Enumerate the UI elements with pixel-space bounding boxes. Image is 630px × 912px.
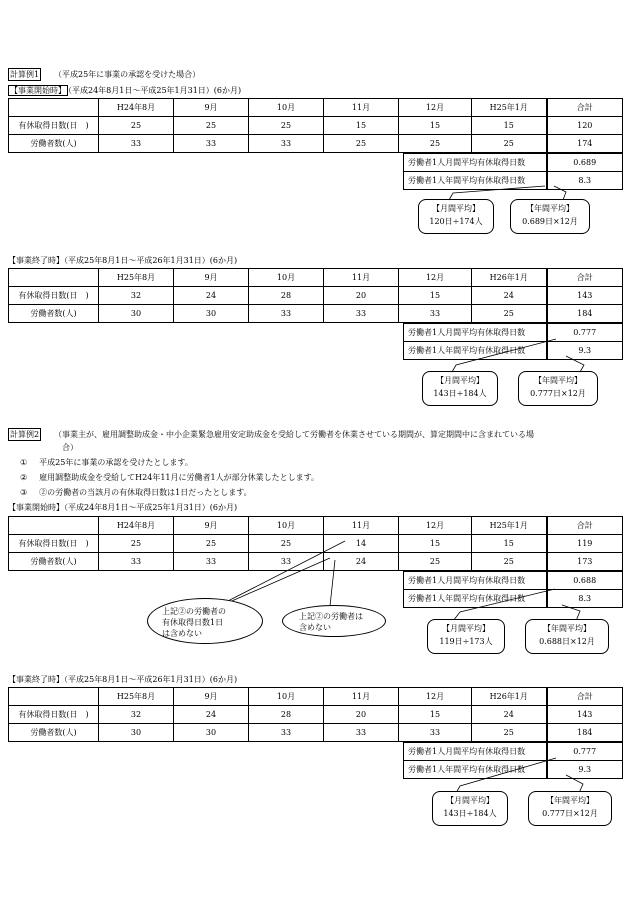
oval-line: 有休取得日数1日	[162, 618, 224, 627]
cell: 15	[324, 117, 399, 135]
cell: 24	[472, 287, 547, 305]
cell: 33	[249, 305, 324, 323]
callout-title: 【年間平均】	[543, 624, 591, 633]
header-cell: 10月	[249, 269, 324, 287]
callout-formula: 0.777日×12月	[530, 389, 586, 398]
header-cell: 11月	[324, 99, 399, 117]
cell: 33	[249, 724, 324, 742]
callout-formula: 120日÷174人	[429, 217, 483, 226]
cell: 30	[99, 724, 174, 742]
cell: 32	[99, 287, 174, 305]
annual-label: 労働者1人年間平均有休取得日数	[404, 761, 547, 779]
row-label: 労働者数(人)	[9, 724, 99, 742]
period: （平成25年8月1日～平成26年1月31日）(6か月)	[64, 256, 238, 265]
cell: 15	[472, 535, 547, 553]
total-cell: 173	[547, 553, 623, 571]
cell: 33	[249, 553, 324, 571]
header-cell: 10月	[249, 688, 324, 706]
monthly-label: 労働者1人月間平均有休取得日数	[404, 154, 547, 172]
cell: 24	[472, 706, 547, 724]
header-cell: H25年1月	[472, 517, 547, 535]
oval-line: 上記②の労働者は	[299, 612, 363, 621]
annual-label: 労働者1人年間平均有休取得日数	[404, 342, 547, 360]
ex2-end-monthly-callout	[432, 791, 508, 826]
example1-label: 計算例1	[10, 70, 40, 79]
table-row	[9, 724, 623, 742]
item-text: 平成25年に事業の承認を受けたとします。	[39, 458, 193, 467]
row-label: 労働者数(人)	[9, 305, 99, 323]
header-cell: 10月	[249, 517, 324, 535]
cell: 15	[472, 117, 547, 135]
example1-note: （平成25年に事業の承認を受けた場合）	[54, 70, 201, 79]
cell: 25	[174, 535, 249, 553]
header-cell: H24年8月	[99, 517, 174, 535]
row-label: 労働者数(人)	[9, 553, 99, 571]
header-cell: H26年1月	[472, 688, 547, 706]
oval-line: 上記②の労働者の	[162, 607, 226, 616]
total-cell: 120	[547, 117, 623, 135]
monthly-value: 0.689	[547, 154, 623, 172]
callout-title: 【月間平均】	[446, 796, 494, 805]
header-cell: 9月	[174, 269, 249, 287]
monthly-value: 0.688	[547, 572, 623, 590]
header-cell: 11月	[324, 269, 399, 287]
cell: 30	[99, 305, 174, 323]
annual-value: 8.3	[547, 172, 623, 190]
cell: 30	[174, 724, 249, 742]
total-cell: 184	[547, 305, 623, 323]
cell: 33	[99, 553, 174, 571]
cell: 25	[249, 117, 324, 135]
header-cell: H24年8月	[99, 99, 174, 117]
monthly-label: 労働者1人月間平均有休取得日数	[404, 743, 547, 761]
row-label: 有休取得日数(日 )	[9, 535, 99, 553]
header-cell: 12月	[399, 688, 472, 706]
cell: 28	[249, 706, 324, 724]
cell: 15	[399, 287, 472, 305]
total-cell: 143	[547, 706, 623, 724]
cell: 15	[399, 117, 472, 135]
header-cell: 9月	[174, 517, 249, 535]
cell: 15	[399, 535, 472, 553]
callout-formula: 0.688日×12月	[539, 637, 595, 646]
header-total-cell: 合計	[547, 688, 623, 706]
table-row	[9, 706, 623, 724]
item-text: ②の労働者の当該月の有休取得日数は1日だったとします。	[39, 488, 252, 497]
header-total-cell: 合計	[547, 99, 623, 117]
period: （平成24年8月1日～平成25年1月31日）(6か月)	[64, 503, 238, 512]
ex2-start-annual-callout	[525, 619, 609, 654]
cell: 28	[249, 287, 324, 305]
cell: 33	[399, 305, 472, 323]
cell: 25	[472, 135, 547, 153]
header-cell: H25年8月	[99, 269, 174, 287]
cell: 15	[399, 706, 472, 724]
cell: 24	[324, 553, 399, 571]
example2-note-line2: 合）	[62, 443, 78, 452]
cell: 20	[324, 287, 399, 305]
example2-note-line1: （事業主が、雇用調整助成金・中小企業緊急雇用安定助成金を受給して労働者を休業させている期間が、算定期間中に含まれている場	[54, 430, 534, 439]
cell: 24	[174, 287, 249, 305]
callout-formula: 143日÷184人	[443, 809, 497, 818]
cell: 25	[472, 553, 547, 571]
annual-label: 労働者1人年間平均有休取得日数	[404, 590, 547, 608]
header-row	[9, 688, 623, 706]
annual-value: 8.3	[547, 590, 623, 608]
row-label: 有休取得日数(日 )	[9, 706, 99, 724]
cell: 20	[324, 706, 399, 724]
ex2-end-annual-callout	[528, 791, 612, 826]
callout-title: 【年間平均】	[526, 204, 574, 213]
oval-line: は含めない	[162, 629, 202, 638]
item-number: ③	[20, 488, 28, 497]
section-title: 【事業終了時】	[8, 675, 64, 684]
section-title: 【事業開始時】	[8, 503, 64, 512]
header-cell: 11月	[324, 517, 399, 535]
header-total-cell: 合計	[547, 517, 623, 535]
cell: 25	[324, 135, 399, 153]
example2-label: 計算例2	[10, 430, 40, 439]
item-number: ①	[20, 458, 28, 467]
period: （平成24年8月1日～平成25年1月31日）(6か月)	[68, 86, 242, 95]
callout-title: 【年間平均】	[534, 376, 582, 385]
annual-value: 9.3	[547, 761, 623, 779]
header-cell: 9月	[174, 99, 249, 117]
ex2-note-oval-2	[282, 605, 386, 637]
row-label: 有休取得日数(日 )	[9, 287, 99, 305]
cell: 33	[324, 305, 399, 323]
cell: 25	[249, 535, 324, 553]
callout-formula: 0.689日×12月	[522, 217, 578, 226]
cell: 24	[174, 706, 249, 724]
cell: 25	[399, 135, 472, 153]
ex2-end-table	[8, 687, 623, 742]
row-label: 有休取得日数(日 )	[9, 117, 99, 135]
ex2-end-summary	[403, 742, 623, 779]
cell: 33	[174, 135, 249, 153]
header-cell: 10月	[249, 99, 324, 117]
cell: 25	[399, 553, 472, 571]
callout-title: 【月間平均】	[436, 376, 484, 385]
cell: 30	[174, 305, 249, 323]
header-cell: 11月	[324, 688, 399, 706]
callout-title: 【年間平均】	[546, 796, 594, 805]
callout-formula: 0.777日×12月	[542, 809, 598, 818]
cell: 25	[472, 724, 547, 742]
header-cell: H26年1月	[472, 269, 547, 287]
monthly-label: 労働者1人月間平均有休取得日数	[404, 324, 547, 342]
header-cell: 9月	[174, 688, 249, 706]
callout-formula: 143日÷184人	[433, 389, 487, 398]
annual-value: 9.3	[547, 342, 623, 360]
callout-title: 【月間平均】	[432, 204, 480, 213]
row-label: 労働者数(人)	[9, 135, 99, 153]
cell: 25	[472, 305, 547, 323]
monthly-label: 労働者1人月間平均有休取得日数	[404, 572, 547, 590]
section-title: 【事業終了時】	[8, 256, 64, 265]
header-cell: 12月	[399, 517, 472, 535]
total-cell: 184	[547, 724, 623, 742]
item-number: ②	[20, 473, 28, 482]
ex2-start-monthly-callout	[427, 619, 505, 654]
item-text: 雇用調整助成金を受給してH24年11月に労働者1人が部分休業したとします。	[39, 473, 319, 482]
ex2-note-oval-1	[147, 598, 263, 644]
oval-line: 含めない	[299, 623, 331, 632]
summary-row	[404, 761, 623, 779]
monthly-value: 0.777	[547, 324, 623, 342]
cell: 25	[99, 117, 174, 135]
cell: 33	[174, 553, 249, 571]
annual-label: 労働者1人年間平均有休取得日数	[404, 172, 547, 190]
corner-cell	[9, 688, 99, 706]
total-cell: 143	[547, 287, 623, 305]
cell: 33	[249, 135, 324, 153]
callout-formula: 119日÷173人	[439, 637, 493, 646]
cell: 25	[174, 117, 249, 135]
total-cell: 119	[547, 535, 623, 553]
cell: 33	[324, 724, 399, 742]
header-cell: H25年1月	[472, 99, 547, 117]
header-cell: 12月	[399, 269, 472, 287]
header-cell: H25年8月	[99, 688, 174, 706]
cell: 33	[99, 135, 174, 153]
cell: 32	[99, 706, 174, 724]
period: （平成25年8月1日～平成26年1月31日）(6か月)	[64, 675, 238, 684]
header-total-cell: 合計	[547, 269, 623, 287]
cell: 33	[399, 724, 472, 742]
header-cell: 12月	[399, 99, 472, 117]
total-cell: 174	[547, 135, 623, 153]
ex2-end-title	[8, 674, 237, 685]
cell: 14	[324, 535, 399, 553]
cell: 25	[99, 535, 174, 553]
monthly-value: 0.777	[547, 743, 623, 761]
callout-title: 【月間平均】	[442, 624, 490, 633]
summary-row	[404, 743, 623, 761]
section-title: 【事業開始時】	[10, 86, 66, 95]
